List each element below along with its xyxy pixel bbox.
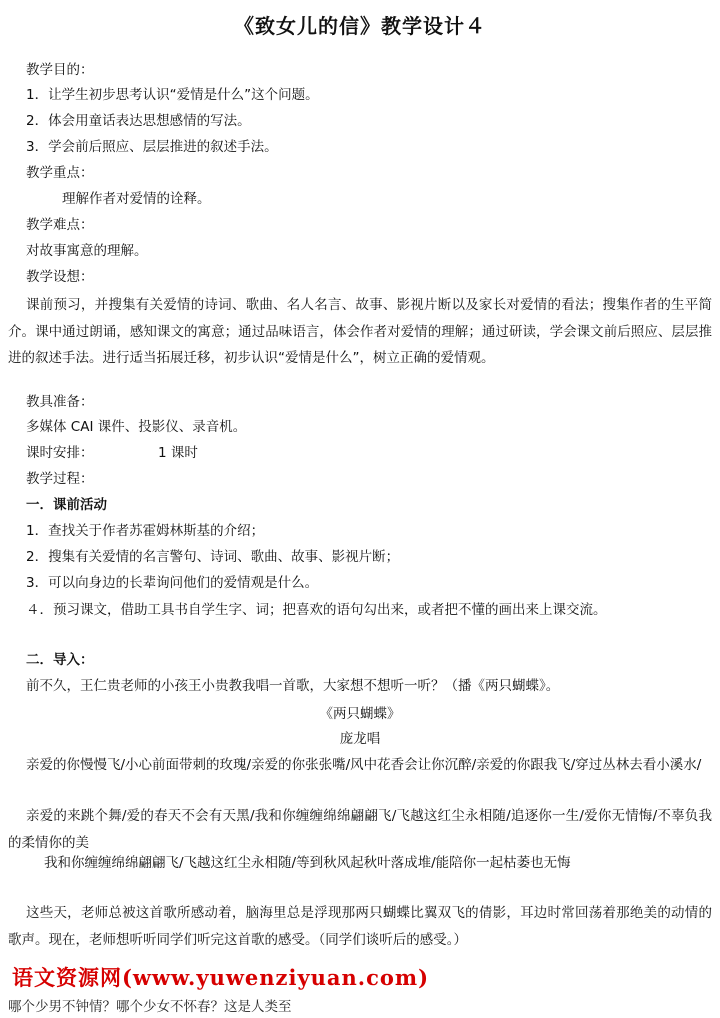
tools-text: 多媒体 CAI 课件、投影仪、录音机。 bbox=[26, 419, 247, 435]
song-lyrics-3: 我和你缠缠绵绵翩翩飞/飞越这红尘永相随/等到秋风起秋叶落成堆/能陪你一起枯萎也无悔 bbox=[44, 855, 571, 871]
truncated-last-line: 哪个少男不钟情？哪个少女不怀春？这是人类至 bbox=[8, 999, 292, 1015]
song-lyrics-2: 亲爱的来跳个舞/爱的春天不会有天黑/我和你缠缠绵绵翩翩飞/飞越这红尘永相随/追逐你一生/爱你无情悔/不辜负我的柔情你的美 bbox=[8, 808, 712, 851]
song-singer: 庞龙唱 bbox=[339, 731, 381, 747]
schedule-value: 1 课时 bbox=[158, 445, 198, 461]
objective-item-2: 2．体会用童话表达思想感情的写法。 bbox=[26, 113, 251, 129]
section-1-heading: 一．课前活动 bbox=[26, 497, 107, 513]
process-heading: 教学过程： bbox=[26, 471, 94, 487]
difficulty-heading: 教学难点： bbox=[26, 217, 94, 233]
objective-item-1: 1．让学生初步思考认识“爱情是什么”这个问题。 bbox=[26, 87, 319, 103]
objectives-heading: 教学目的： bbox=[26, 62, 94, 78]
watermark-logo: 语文资源网(www.yuwenziyuan.com) bbox=[12, 965, 430, 990]
reflection-paragraph: 这些天，老师总被这首歌所感动着，脑海里总是浮现那两只蝴蝶比翼双飞的倩影，耳边时常回荡着那绝美的动情的歌声。现在，老师想听听同学们听完这首歌的感受。（同学们谈听后的感受。） bbox=[8, 905, 712, 948]
design-heading: 教学设想： bbox=[26, 269, 94, 285]
song-lyrics-1: 亲爱的你慢慢飞/小心前面带刺的玫瑰/亲爱的你张张嘴/风中花香会让你沉醉/亲爱的你跟我飞/穿过丛林去看小溪水/ bbox=[26, 757, 702, 773]
schedule-label: 课时安排： bbox=[26, 445, 94, 461]
document-title: 《致女儿的信》教学设计４ bbox=[234, 14, 486, 38]
tools-heading: 教具准备： bbox=[26, 394, 94, 410]
section-1-item-3: 3．可以向身边的长辈询问他们的爱情观是什么。 bbox=[26, 575, 319, 591]
key-point-text: 理解作者对爱情的诠释。 bbox=[62, 191, 211, 207]
section-1-item-2: 2．搜集有关爱情的名言警句、诗词、歌曲、故事、影视片断； bbox=[26, 549, 400, 565]
section-2-heading: 二．导入： bbox=[26, 652, 94, 668]
section-2-intro: 前不久，王仁贵老师的小孩王小贵教我唱一首歌，大家想不想听一听？（播《两只蝴蝶》。 bbox=[26, 678, 560, 694]
objective-item-3: 3．学会前后照应、层层推进的叙述手法。 bbox=[26, 139, 278, 155]
design-paragraph: 课前预习，并搜集有关爱情的诗词、歌曲、名人名言、故事、影视片断以及家长对爱情的看法；搜集作者的生平简介。课中通过朗诵，感知课文的寓意；通过品味语言，体会作者对爱情的理解；通过研读，学会课文前后照应、层层推进的叙述手法。进行适当拓展迁移，初步认识“爱情是什么”，树立正确的爱情观。 bbox=[8, 297, 712, 366]
section-1-item-1: 1．查找关于作者苏霍姆林斯基的介绍； bbox=[26, 523, 265, 539]
section-1-item-4: ４．预习课文，借助工具书自学生字、词；把喜欢的语句勾出来，或者把不懂的画出来上课交流。 bbox=[26, 602, 607, 618]
key-point-heading: 教学重点： bbox=[26, 165, 94, 181]
song-title: 《两只蝴蝶》 bbox=[319, 706, 401, 722]
difficulty-text: 对故事寓意的理解。 bbox=[26, 243, 148, 259]
